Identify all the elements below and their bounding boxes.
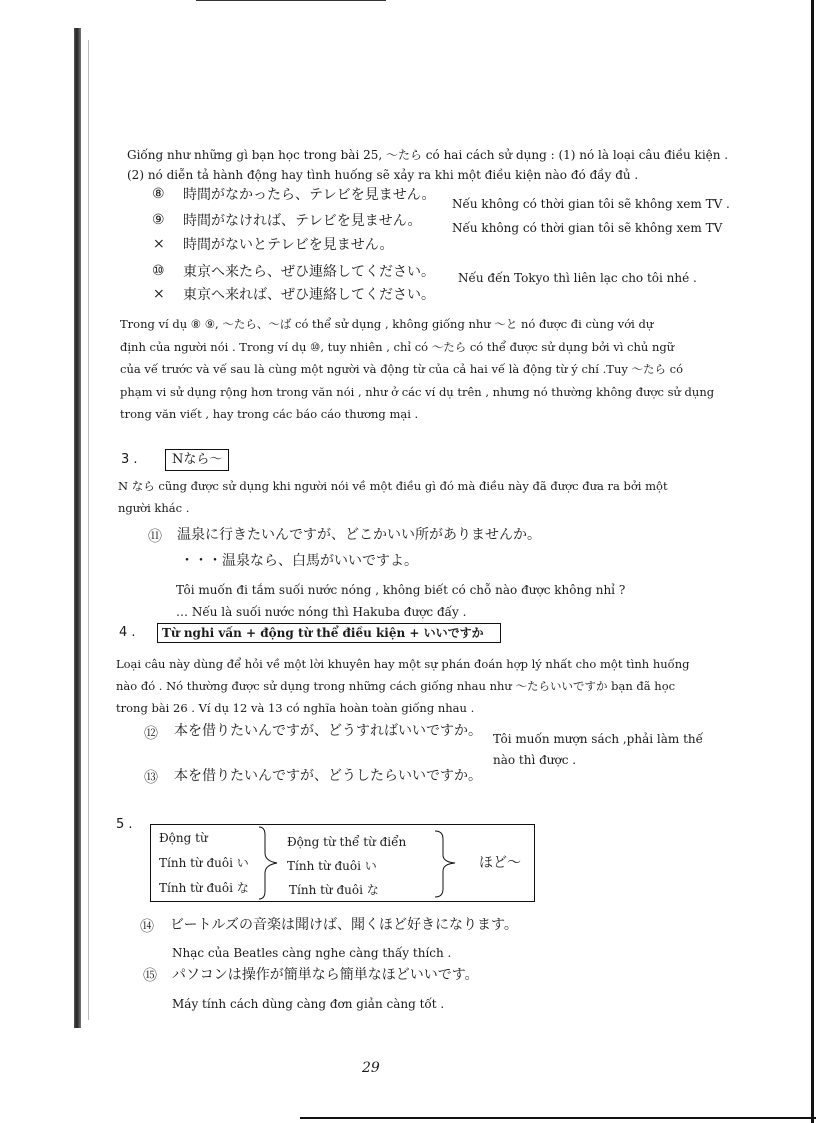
- example-mark: ⑮: [143, 968, 157, 984]
- explain-line: phạm vi sử dụng rộng hơn trong văn nói , như ở các ví dụ trên , nhưng nó thường không được sử dụng: [120, 385, 715, 399]
- example-jp: 時間がなかったら、テレビを見ません。: [183, 187, 436, 203]
- table-mid-item: Động từ thể từ điển: [287, 835, 407, 849]
- example-jp: 時間がなければ、テレビを見ません。: [183, 213, 422, 229]
- wrong-mark: ×: [153, 286, 165, 302]
- explain-line: của vế trước và vế sau là cùng một người và động từ của cả hai vế là động từ ý chí .Tuy ～たら có: [120, 362, 684, 376]
- example-jp: 東京へ来れば、ぜひ連絡してください。: [183, 287, 435, 303]
- example-vi: Nếu đến Tokyo thì liên lạc cho tôi nhé .: [458, 271, 697, 285]
- table-mid-item: Tính từ đuôi い: [287, 859, 377, 873]
- table-left-item: Tính từ đuôi な: [159, 881, 249, 895]
- explain-line: Trong ví dụ ⑧ ⑨, ～たら、～ば có thể sử dụng , không giống như ～と nó được đi cùng với dự: [120, 317, 654, 331]
- example-jp: 時間がないとテレビを見ません。: [183, 237, 394, 253]
- page-number: 29: [362, 1060, 380, 1076]
- example-jp: 温泉に行きたいんですが、どこかいい所がありませんか。: [177, 527, 541, 543]
- example-vi: nào thì được .: [493, 753, 577, 767]
- page-edge-right: [811, 0, 814, 1123]
- section-3-number: 3 .: [121, 452, 138, 467]
- table-result: ほど～: [479, 855, 521, 871]
- example-vi: Tôi muốn đi tắm suối nước nóng , không biết có chỗ nào được không nhỉ ?: [176, 583, 626, 597]
- intro-line-2: (2) nó diễn tả hành động hay tình huống sẽ xảy ra khi một điều kiện nào đó đầy đủ .: [127, 168, 639, 182]
- example-jp: ・・・温泉なら、白馬がいいですよ。: [180, 553, 418, 569]
- grammar-table: [150, 824, 535, 902]
- example-mark: ⑧: [152, 186, 165, 202]
- example-vi: Nếu không có thời gian tôi sẽ không xem TV: [452, 221, 723, 235]
- page-edge-bottom: [300, 1117, 816, 1119]
- table-mid-item: Tính từ đuôi な: [289, 883, 379, 897]
- explain-line: định của người nói . Trong ví dụ ⑩, tuy nhiên , chỉ có ～たら có thể được sử dụng bởi vì chủ ngữ: [120, 340, 675, 354]
- section-4-desc: Loại câu này dùng để hỏi về một lời khuyên hay một sự phán đoán hợp lý nhất cho một tình huống: [116, 657, 690, 671]
- section-4-number: 4 .: [119, 625, 136, 640]
- example-vi: … Nếu là suối nước nóng thì Hakuba được đấy .: [176, 605, 467, 619]
- example-jp: 本を借りたいんですが、どうしたらいいですか。: [174, 768, 482, 784]
- section-4-desc: trong bài 26 . Ví dụ 12 và 13 có nghĩa hoàn toàn giống nhau .: [116, 701, 475, 715]
- table-left-item: Động từ: [159, 831, 208, 845]
- example-jp: 東京へ来たら、ぜひ連絡してください。: [183, 264, 435, 280]
- example-mark: ⑪: [148, 529, 162, 545]
- example-jp: 本を借りたいんですが、どうすればいいですか。: [174, 723, 482, 739]
- section-4-desc: nào đó . Nó thường được sử dụng trong những cách giống nhau như ～たらいいですか bạn đã học: [116, 679, 676, 693]
- example-mark: ⑨: [152, 212, 165, 228]
- example-mark: ⑩: [152, 263, 165, 279]
- intro-line-1: Giống như những gì bạn học trong bài 25, ～たら có hai cách sử dụng : (1) nó là loại câu điều kiện .: [127, 148, 729, 162]
- right-brace: [431, 827, 465, 899]
- section-3-title: Nなら～: [165, 449, 229, 471]
- example-mark: ⑫: [144, 726, 158, 742]
- example-jp: ビートルズの音楽は聞けば、聞くほど好きになります。: [170, 917, 518, 933]
- example-vi: Máy tính cách dùng càng đơn giản càng tốt .: [172, 997, 445, 1011]
- section-5-number: 5 .: [116, 817, 133, 832]
- left-brace: [255, 825, 285, 901]
- example-vi: Tôi muốn mượn sách ,phải làm thế: [493, 732, 704, 746]
- example-mark: ⑭: [140, 919, 154, 935]
- explain-line: trong văn viết , hay trong các báo cáo thương mại .: [120, 407, 419, 421]
- binding-shadow: [74, 28, 81, 1028]
- example-vi: Nếu không có thời gian tôi sẽ không xem TV .: [452, 197, 730, 211]
- example-jp: パソコンは操作が簡単なら簡単なほどいいです。: [172, 967, 479, 983]
- example-mark: ⑬: [144, 770, 158, 786]
- top-rule: [196, 0, 386, 1]
- table-left-item: Tính từ đuôi い: [159, 856, 249, 870]
- section-3-desc: N なら cũng được sử dụng khi người nói về một điều gì đó mà điều này đã được đưa ra bởi một: [118, 479, 668, 493]
- example-vi: Nhạc của Beatles càng nghe càng thấy thích .: [172, 946, 452, 960]
- binding-line: [88, 40, 89, 1020]
- wrong-mark: ×: [153, 236, 165, 252]
- section-3-desc: người khác .: [118, 501, 190, 515]
- section-4-title: Từ nghi vấn + động từ thể điều kiện + いいですか: [157, 623, 501, 643]
